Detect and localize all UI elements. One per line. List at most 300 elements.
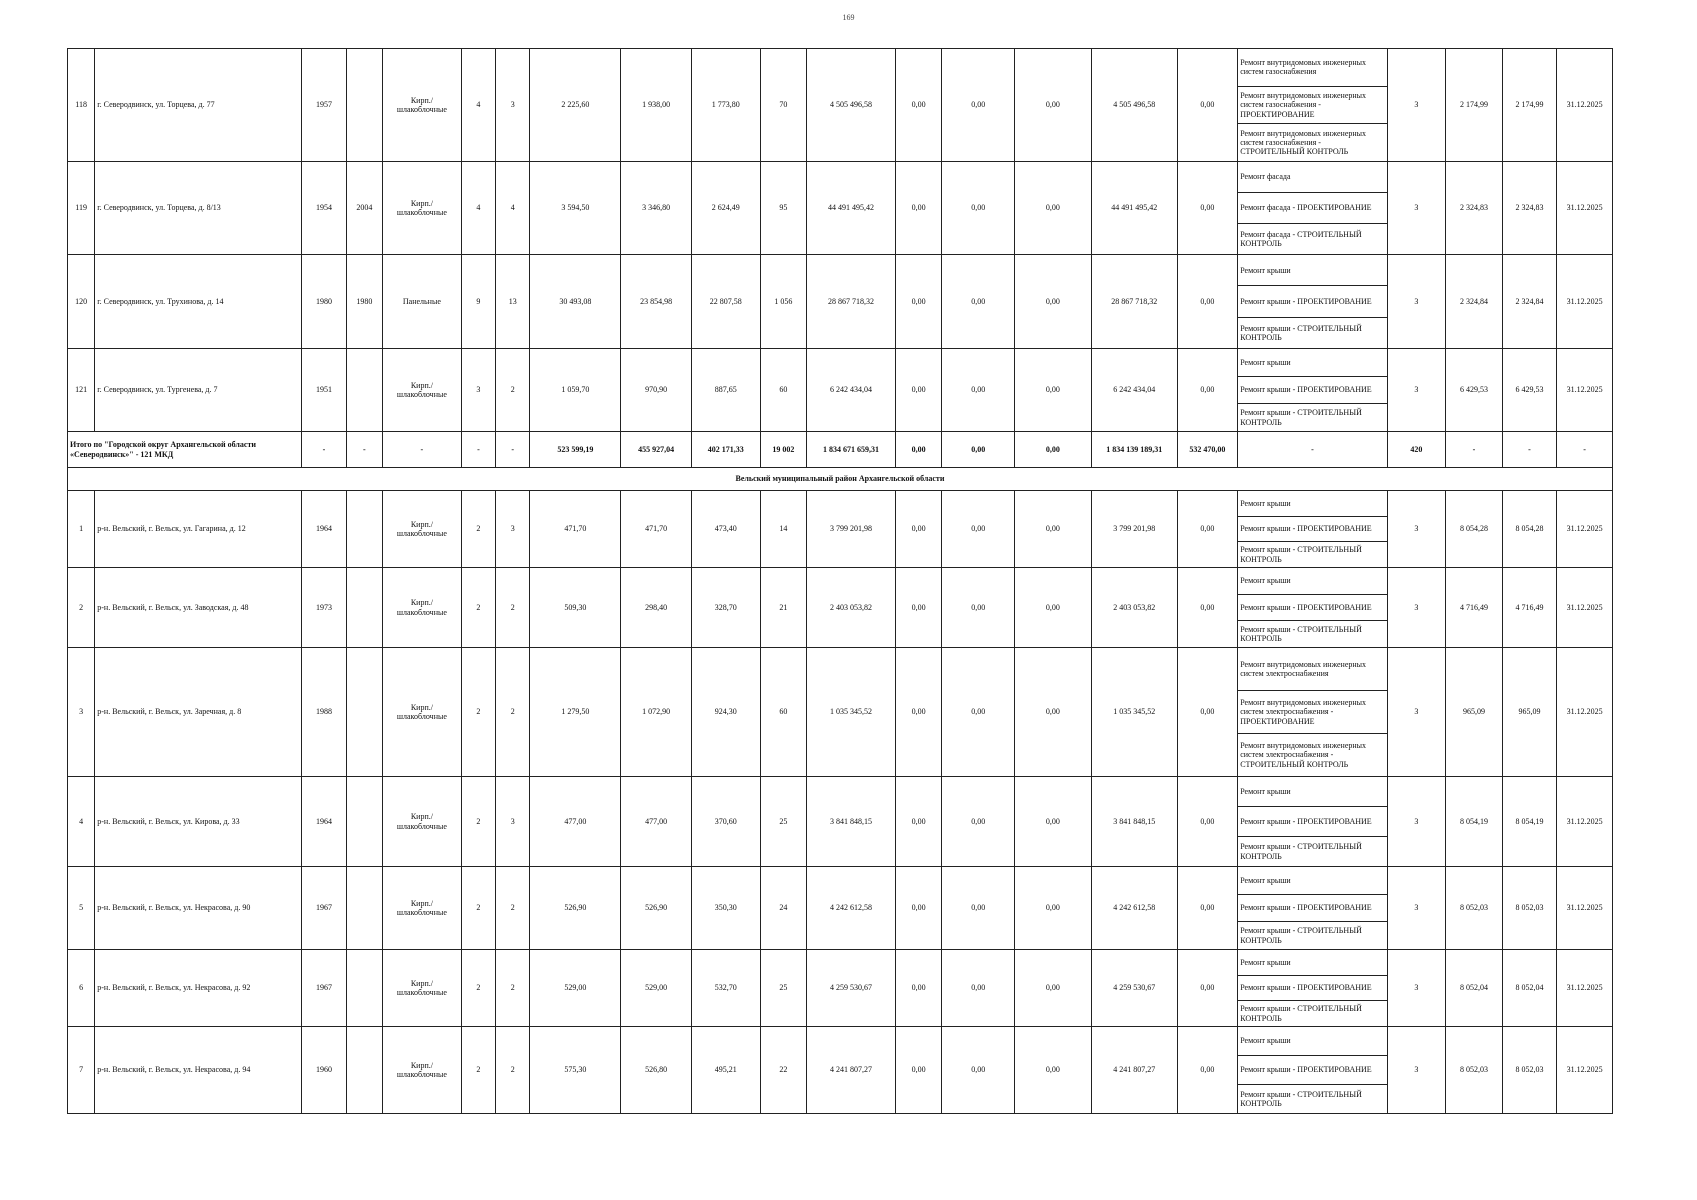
- table-body-bottom: [68, 491, 1613, 1114]
- year-built-cell: 1964: [302, 491, 346, 568]
- fund-local-cell: 0,00: [1015, 162, 1092, 255]
- deadline-cell: 31.12.2025: [1557, 49, 1613, 162]
- residents-cell: 14: [760, 491, 806, 568]
- way-cell: 3: [1387, 1027, 1446, 1114]
- unit-cost-cell: 8 054,19: [1446, 777, 1503, 867]
- limit-cost-cell: 8 054,19: [1502, 777, 1557, 867]
- limit-cost-cell: 8 052,03: [1502, 1027, 1557, 1114]
- unit-cost-cell: 2 324,83: [1446, 162, 1503, 255]
- area-total-cell: 477,00: [530, 777, 621, 867]
- work-item: Ремонт внутридомовых инженерных систем электроснабжения: [1238, 648, 1386, 691]
- fund-federal-cell: 0,00: [895, 1027, 941, 1114]
- entrances-cell: 2: [496, 349, 530, 432]
- fund-region-cell: 0,00: [942, 49, 1015, 162]
- total-fund-local: 0,00: [1015, 432, 1092, 468]
- fund-region-cell: 0,00: [942, 867, 1015, 950]
- year-overhaul-cell: [346, 1027, 382, 1114]
- works-cell: [1238, 648, 1387, 777]
- deadline-cell: 31.12.2025: [1557, 867, 1613, 950]
- fund-region-cell: 0,00: [942, 162, 1015, 255]
- deadline-cell: 31.12.2025: [1557, 491, 1613, 568]
- total-fund-region: 0,00: [942, 432, 1015, 468]
- total-area-premises: 455 927,04: [621, 432, 692, 468]
- residents-cell: 70: [760, 49, 806, 162]
- unit-cost-cell: 8 054,28: [1446, 491, 1503, 568]
- works-list: [1238, 162, 1386, 254]
- limit-cost-cell: 8 054,28: [1502, 491, 1557, 568]
- limit-cost-cell: 8 052,03: [1502, 867, 1557, 950]
- capital-repair-table: [67, 48, 1613, 1114]
- residents-cell: 24: [760, 867, 806, 950]
- row-number: 120: [68, 255, 95, 349]
- work-item: Ремонт крыши - СТРОИТЕЛЬНЫЙ КОНТРОЛЬ: [1240, 323, 1362, 342]
- deadline-cell: 31.12.2025: [1557, 950, 1613, 1027]
- year-built-cell: 1973: [302, 568, 346, 648]
- fund-owners-cell: 3 841 848,15: [1091, 777, 1177, 867]
- floors-cell: 2: [461, 777, 495, 867]
- area-premises-cell: 23 854,98: [621, 255, 692, 349]
- address-cell: р-н. Вельский, г. Вельск, ул. Кирова, д. 33: [95, 777, 302, 867]
- fund-federal-cell: 0,00: [895, 162, 941, 255]
- works-list: [1238, 867, 1386, 949]
- work-item: Ремонт крыши - ПРОЕКТИРОВАНИЕ: [1238, 895, 1386, 923]
- fund-local-cell: 0,00: [1015, 491, 1092, 568]
- entrances-cell: 13: [496, 255, 530, 349]
- deadline-cell: 31.12.2025: [1557, 1027, 1613, 1114]
- wall-material-cell: Кирп./ шлакоблочные: [383, 568, 462, 648]
- deadline-cell: 31.12.2025: [1557, 648, 1613, 777]
- work-item: Ремонт крыши - СТРОИТЕЛЬНЫЙ КОНТРОЛЬ: [1240, 1089, 1362, 1108]
- work-item: Ремонт крыши: [1238, 568, 1386, 595]
- entrances-cell: 2: [496, 1027, 530, 1114]
- year-built-cell: 1964: [302, 777, 346, 867]
- address-cell: р-н. Вельский, г. Вельск, ул. Заводская, д. 48: [95, 568, 302, 648]
- works-list: [1238, 777, 1386, 866]
- fund-local-cell: 0,00: [1015, 49, 1092, 162]
- total-works: -: [1238, 432, 1387, 468]
- work-item: Ремонт крыши - ПРОЕКТИРОВАНИЕ: [1238, 286, 1386, 317]
- fund-other-cell: 0,00: [1177, 1027, 1238, 1114]
- total-deadline: -: [1557, 432, 1613, 468]
- fund-local-cell: 0,00: [1015, 255, 1092, 349]
- year-overhaul-cell: [346, 491, 382, 568]
- unit-cost-cell: 6 429,53: [1446, 349, 1503, 432]
- entrances-cell: 2: [496, 568, 530, 648]
- works-cell: [1238, 950, 1387, 1027]
- residents-cell: 60: [760, 349, 806, 432]
- fund-region-cell: 0,00: [942, 491, 1015, 568]
- fund-other-cell: 0,00: [1177, 491, 1238, 568]
- work-item: Ремонт крыши - ПРОЕКТИРОВАНИЕ: [1238, 1056, 1386, 1085]
- table-row: [68, 255, 1613, 349]
- floors-cell: 2: [461, 867, 495, 950]
- fund-region-cell: 0,00: [942, 349, 1015, 432]
- cost-total-cell: 1 035 345,52: [807, 648, 896, 777]
- work-item: Ремонт внутридомовых инженерных систем газоснабжения - ПРОЕКТИРОВАНИЕ: [1238, 87, 1386, 125]
- unit-cost-cell: 4 716,49: [1446, 568, 1503, 648]
- fund-federal-cell: 0,00: [895, 349, 941, 432]
- fund-owners-cell: 6 242 434,04: [1091, 349, 1177, 432]
- area-premises-cell: 970,90: [621, 349, 692, 432]
- unit-cost-cell: 2 174,99: [1446, 49, 1503, 162]
- limit-cost-cell: 4 716,49: [1502, 568, 1557, 648]
- area-total-cell: 3 594,50: [530, 162, 621, 255]
- fund-federal-cell: 0,00: [895, 648, 941, 777]
- entrances-cell: 3: [496, 49, 530, 162]
- fund-local-cell: 0,00: [1015, 867, 1092, 950]
- floors-cell: 4: [461, 49, 495, 162]
- area-total-cell: 1 059,70: [530, 349, 621, 432]
- row-number: 6: [68, 950, 95, 1027]
- deadline-cell: 31.12.2025: [1557, 568, 1613, 648]
- cost-total-cell: 3 841 848,15: [807, 777, 896, 867]
- cost-total-cell: 4 259 530,67: [807, 950, 896, 1027]
- table-row: [68, 1027, 1613, 1114]
- work-item: Ремонт фасада - СТРОИТЕЛЬНЫЙ КОНТРОЛЬ: [1240, 229, 1362, 248]
- table-row: [68, 777, 1613, 867]
- floors-cell: 2: [461, 648, 495, 777]
- entrances-cell: 4: [496, 162, 530, 255]
- area-premises-cell: 477,00: [621, 777, 692, 867]
- deadline-cell: 31.12.2025: [1557, 162, 1613, 255]
- fund-region-cell: 0,00: [942, 255, 1015, 349]
- entrances-cell: 3: [496, 777, 530, 867]
- floors-cell: 2: [461, 950, 495, 1027]
- address-cell: р-н. Вельский, г. Вельск, ул. Некрасова, д. 94: [95, 1027, 302, 1114]
- works-list: [1238, 648, 1386, 776]
- row-number: 2: [68, 568, 95, 648]
- total-fund-other: 532 470,00: [1177, 432, 1238, 468]
- year-built-cell: 1967: [302, 867, 346, 950]
- way-cell: 3: [1387, 49, 1446, 162]
- total-row: [68, 432, 1613, 468]
- year-built-cell: 1988: [302, 648, 346, 777]
- fund-federal-cell: 0,00: [895, 491, 941, 568]
- fund-owners-cell: 4 505 496,58: [1091, 49, 1177, 162]
- total-cell: -: [383, 432, 462, 468]
- entrances-cell: 2: [496, 867, 530, 950]
- works-list: [1238, 491, 1386, 567]
- fund-federal-cell: 0,00: [895, 867, 941, 950]
- fund-owners-cell: 28 867 718,32: [1091, 255, 1177, 349]
- year-built-cell: 1967: [302, 950, 346, 1027]
- table-row: [68, 162, 1613, 255]
- year-overhaul-cell: [346, 648, 382, 777]
- year-built-cell: 1960: [302, 1027, 346, 1114]
- wall-material-cell: Кирп./ шлакоблочные: [383, 1027, 462, 1114]
- year-overhaul-cell: 1980: [346, 255, 382, 349]
- page-number: 169: [842, 13, 855, 22]
- deadline-cell: 31.12.2025: [1557, 255, 1613, 349]
- work-item: Ремонт внутридомовых инженерных систем электроснабжения - ПРОЕКТИРОВАНИЕ: [1238, 691, 1386, 734]
- total-cell: -: [302, 432, 346, 468]
- wall-material-cell: Кирп./ шлакоблочные: [383, 349, 462, 432]
- work-item: Ремонт крыши - СТРОИТЕЛЬНЫЙ КОНТРОЛЬ: [1240, 926, 1362, 945]
- fund-other-cell: 0,00: [1177, 162, 1238, 255]
- residents-cell: 95: [760, 162, 806, 255]
- area-premises-cell: 3 346,80: [621, 162, 692, 255]
- works-cell: [1238, 349, 1387, 432]
- unit-cost-cell: 2 324,84: [1446, 255, 1503, 349]
- year-overhaul-cell: [346, 777, 382, 867]
- area-premises-cell: 526,90: [621, 867, 692, 950]
- row-number: 3: [68, 648, 95, 777]
- year-built-cell: 1954: [302, 162, 346, 255]
- area-residential-cell: 1 773,80: [691, 49, 760, 162]
- works-cell: [1238, 867, 1387, 950]
- area-residential-cell: 532,70: [691, 950, 760, 1027]
- entrances-cell: 3: [496, 491, 530, 568]
- way-cell: 3: [1387, 491, 1446, 568]
- wall-material-cell: Кирп./ шлакоблочные: [383, 491, 462, 568]
- work-item: Ремонт фасада - ПРОЕКТИРОВАНИЕ: [1238, 193, 1386, 224]
- way-cell: 3: [1387, 777, 1446, 867]
- limit-cost-cell: 2 324,84: [1502, 255, 1557, 349]
- address-cell: г. Северодвинск, ул. Торцева, д. 77: [95, 49, 302, 162]
- floors-cell: 2: [461, 568, 495, 648]
- area-total-cell: 509,30: [530, 568, 621, 648]
- deadline-cell: 31.12.2025: [1557, 777, 1613, 867]
- wall-material-cell: Кирп./ шлакоблочные: [383, 162, 462, 255]
- residents-cell: 25: [760, 777, 806, 867]
- work-item: Ремонт крыши - ПРОЕКТИРОВАНИЕ: [1238, 976, 1386, 1002]
- cost-total-cell: 4 241 807,27: [807, 1027, 896, 1114]
- area-premises-cell: 1 938,00: [621, 49, 692, 162]
- way-cell: 3: [1387, 867, 1446, 950]
- work-item: Ремонт крыши: [1238, 491, 1386, 517]
- limit-cost-cell: 965,09: [1502, 648, 1557, 777]
- unit-cost-cell: 965,09: [1446, 648, 1503, 777]
- cost-total-cell: 4 242 612,58: [807, 867, 896, 950]
- works-list: [1238, 950, 1386, 1026]
- total-cell: -: [346, 432, 382, 468]
- area-residential-cell: 473,40: [691, 491, 760, 568]
- table-row: [68, 349, 1613, 432]
- year-overhaul-cell: [346, 349, 382, 432]
- floors-cell: 4: [461, 162, 495, 255]
- fund-owners-cell: 3 799 201,98: [1091, 491, 1177, 568]
- total-unit-cost: -: [1446, 432, 1503, 468]
- way-cell: 3: [1387, 162, 1446, 255]
- table-row: [68, 648, 1613, 777]
- wall-material-cell: Панельные: [383, 255, 462, 349]
- fund-local-cell: 0,00: [1015, 349, 1092, 432]
- address-cell: г. Северодвинск, ул. Трухинова, д. 14: [95, 255, 302, 349]
- residents-cell: 21: [760, 568, 806, 648]
- fund-owners-cell: 44 491 495,42: [1091, 162, 1177, 255]
- works-list: [1238, 49, 1386, 161]
- section-row: [68, 468, 1613, 491]
- works-cell: [1238, 491, 1387, 568]
- area-total-cell: 30 493,08: [530, 255, 621, 349]
- floors-cell: 9: [461, 255, 495, 349]
- year-overhaul-cell: [346, 867, 382, 950]
- fund-other-cell: 0,00: [1177, 255, 1238, 349]
- row-number: 121: [68, 349, 95, 432]
- address-cell: р-н. Вельский, г. Вельск, ул. Заречная, д. 8: [95, 648, 302, 777]
- works-cell: [1238, 162, 1387, 255]
- cost-total-cell: 4 505 496,58: [807, 49, 896, 162]
- total-area-total: 523 599,19: [530, 432, 621, 468]
- work-item: Ремонт крыши: [1238, 255, 1386, 286]
- works-cell: [1238, 568, 1387, 648]
- cost-total-cell: 6 242 434,04: [807, 349, 896, 432]
- cost-total-cell: 3 799 201,98: [807, 491, 896, 568]
- total-label: Итого по "Городской округ Архангельской области «Северодвинск»" - 121 МКД: [68, 432, 302, 468]
- row-number: 7: [68, 1027, 95, 1114]
- fund-federal-cell: 0,00: [895, 49, 941, 162]
- work-item: Ремонт крыши - ПРОЕКТИРОВАНИЕ: [1238, 377, 1386, 405]
- area-premises-cell: 298,40: [621, 568, 692, 648]
- works-list: [1238, 255, 1386, 348]
- area-residential-cell: 370,60: [691, 777, 760, 867]
- residents-cell: 1 056: [760, 255, 806, 349]
- cost-total-cell: 28 867 718,32: [807, 255, 896, 349]
- wall-material-cell: Кирп./ шлакоблочные: [383, 777, 462, 867]
- area-residential-cell: 495,21: [691, 1027, 760, 1114]
- fund-local-cell: 0,00: [1015, 1027, 1092, 1114]
- residents-cell: 25: [760, 950, 806, 1027]
- work-item: Ремонт крыши - ПРОЕКТИРОВАНИЕ: [1238, 595, 1386, 622]
- year-overhaul-cell: [346, 49, 382, 162]
- works-cell: [1238, 49, 1387, 162]
- address-cell: р-н. Вельский, г. Вельск, ул. Некрасова, д. 92: [95, 950, 302, 1027]
- work-item: Ремонт крыши: [1238, 1027, 1386, 1056]
- works-cell: [1238, 255, 1387, 349]
- fund-local-cell: 0,00: [1015, 950, 1092, 1027]
- work-item: Ремонт крыши - СТРОИТЕЛЬНЫЙ КОНТРОЛЬ: [1240, 1004, 1362, 1023]
- row-number: 118: [68, 49, 95, 162]
- year-built-cell: 1951: [302, 349, 346, 432]
- fund-region-cell: 0,00: [942, 648, 1015, 777]
- fund-owners-cell: 2 403 053,82: [1091, 568, 1177, 648]
- works-list: [1238, 349, 1386, 431]
- residents-cell: 60: [760, 648, 806, 777]
- area-residential-cell: 22 807,58: [691, 255, 760, 349]
- fund-region-cell: 0,00: [942, 568, 1015, 648]
- way-cell: 3: [1387, 255, 1446, 349]
- fund-local-cell: 0,00: [1015, 648, 1092, 777]
- work-item: Ремонт крыши - ПРОЕКТИРОВАНИЕ: [1238, 517, 1386, 543]
- unit-cost-cell: 8 052,04: [1446, 950, 1503, 1027]
- row-number: 4: [68, 777, 95, 867]
- work-item: Ремонт фасада: [1238, 162, 1386, 193]
- area-total-cell: 575,30: [530, 1027, 621, 1114]
- work-item: Ремонт крыши - СТРОИТЕЛЬНЫЙ КОНТРОЛЬ: [1240, 545, 1362, 564]
- fund-region-cell: 0,00: [942, 777, 1015, 867]
- address-cell: г. Северодвинск, ул. Торцева, д. 8/13: [95, 162, 302, 255]
- year-built-cell: 1980: [302, 255, 346, 349]
- area-residential-cell: 328,70: [691, 568, 760, 648]
- fund-other-cell: 0,00: [1177, 867, 1238, 950]
- table-row: [68, 568, 1613, 648]
- section-title: Вельский муниципальный район Архангельской области: [68, 468, 1613, 491]
- works-cell: [1238, 777, 1387, 867]
- area-residential-cell: 350,30: [691, 867, 760, 950]
- limit-cost-cell: 2 324,83: [1502, 162, 1557, 255]
- year-overhaul-cell: 2004: [346, 162, 382, 255]
- floors-cell: 2: [461, 1027, 495, 1114]
- table-row: [68, 950, 1613, 1027]
- works-cell: [1238, 1027, 1387, 1114]
- total-cell: -: [496, 432, 530, 468]
- fund-other-cell: 0,00: [1177, 49, 1238, 162]
- work-item: Ремонт крыши - СТРОИТЕЛЬНЫЙ КОНТРОЛЬ: [1240, 624, 1362, 644]
- area-total-cell: 2 225,60: [530, 49, 621, 162]
- work-item: Ремонт крыши: [1238, 867, 1386, 895]
- address-cell: г. Северодвинск, ул. Тургенева, д. 7: [95, 349, 302, 432]
- work-item: Ремонт крыши - СТРОИТЕЛЬНЫЙ КОНТРОЛЬ: [1240, 842, 1362, 861]
- table-body-top: [68, 49, 1613, 432]
- area-premises-cell: 471,70: [621, 491, 692, 568]
- fund-owners-cell: 1 035 345,52: [1091, 648, 1177, 777]
- row-number: 5: [68, 867, 95, 950]
- cost-total-cell: 44 491 495,42: [807, 162, 896, 255]
- total-limit-cost: -: [1502, 432, 1557, 468]
- wall-material-cell: Кирп./ шлакоблочные: [383, 950, 462, 1027]
- fund-other-cell: 0,00: [1177, 648, 1238, 777]
- address-cell: р-н. Вельский, г. Вельск, ул. Некрасова, д. 90: [95, 867, 302, 950]
- work-item: Ремонт внутридомовых инженерных систем газоснабжения: [1238, 49, 1386, 87]
- works-list: [1238, 568, 1386, 647]
- works-list: [1238, 1027, 1386, 1113]
- total-residents: 19 002: [760, 432, 806, 468]
- wall-material-cell: Кирп./ шлакоблочные: [383, 49, 462, 162]
- work-item: Ремонт крыши: [1238, 777, 1386, 807]
- floors-cell: 3: [461, 349, 495, 432]
- way-cell: 3: [1387, 648, 1446, 777]
- fund-local-cell: 0,00: [1015, 777, 1092, 867]
- work-item: Ремонт крыши - СТРОИТЕЛЬНЫЙ КОНТРОЛЬ: [1240, 408, 1362, 427]
- work-item: Ремонт крыши: [1238, 950, 1386, 976]
- area-total-cell: 529,00: [530, 950, 621, 1027]
- area-premises-cell: 529,00: [621, 950, 692, 1027]
- area-total-cell: 471,70: [530, 491, 621, 568]
- table-total: [68, 432, 1613, 491]
- residents-cell: 22: [760, 1027, 806, 1114]
- area-residential-cell: 2 624,49: [691, 162, 760, 255]
- fund-federal-cell: 0,00: [895, 950, 941, 1027]
- fund-owners-cell: 4 242 612,58: [1091, 867, 1177, 950]
- limit-cost-cell: 2 174,99: [1502, 49, 1557, 162]
- fund-other-cell: 0,00: [1177, 349, 1238, 432]
- total-fund-federal: 0,00: [895, 432, 941, 468]
- fund-region-cell: 0,00: [942, 1027, 1015, 1114]
- fund-federal-cell: 0,00: [895, 255, 941, 349]
- total-cost: 1 834 671 659,31: [807, 432, 896, 468]
- work-item: Ремонт крыши - ПРОЕКТИРОВАНИЕ: [1238, 807, 1386, 837]
- year-built-cell: 1957: [302, 49, 346, 162]
- address-cell: р-н. Вельский, г. Вельск, ул. Гагарина, д. 12: [95, 491, 302, 568]
- area-total-cell: 1 279,50: [530, 648, 621, 777]
- fund-owners-cell: 4 241 807,27: [1091, 1027, 1177, 1114]
- cost-total-cell: 2 403 053,82: [807, 568, 896, 648]
- wall-material-cell: Кирп./ шлакоблочные: [383, 648, 462, 777]
- row-number: 1: [68, 491, 95, 568]
- area-residential-cell: 887,65: [691, 349, 760, 432]
- fund-other-cell: 0,00: [1177, 568, 1238, 648]
- year-overhaul-cell: [346, 568, 382, 648]
- entrances-cell: 2: [496, 648, 530, 777]
- area-residential-cell: 924,30: [691, 648, 760, 777]
- way-cell: 3: [1387, 568, 1446, 648]
- wall-material-cell: Кирп./ шлакоблочные: [383, 867, 462, 950]
- area-premises-cell: 526,80: [621, 1027, 692, 1114]
- fund-local-cell: 0,00: [1015, 568, 1092, 648]
- work-item: Ремонт внутридомовых инженерных систем электроснабжения - СТРОИТЕЛЬНЫЙ КОНТРОЛЬ: [1240, 741, 1367, 769]
- total-cell: -: [461, 432, 495, 468]
- area-premises-cell: 1 072,90: [621, 648, 692, 777]
